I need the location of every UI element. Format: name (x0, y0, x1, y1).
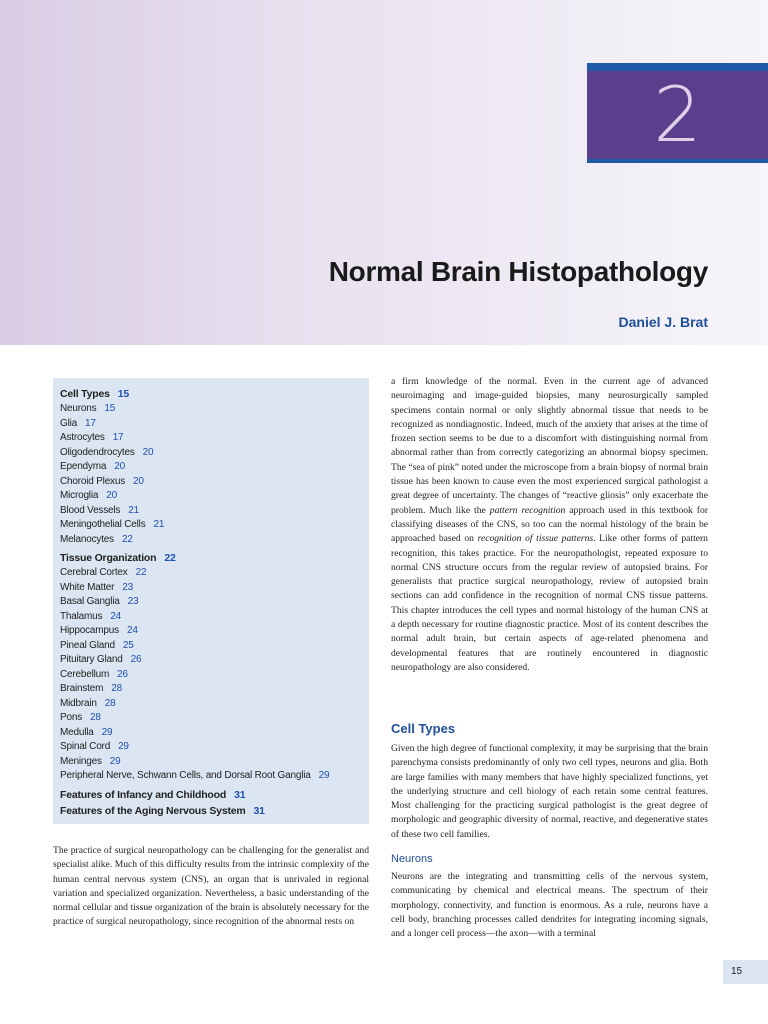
outline-list (53, 378, 369, 819)
outline-item-page: 22 (135, 567, 147, 578)
outline-item-page: 15 (117, 388, 130, 400)
outline-item[interactable] (60, 460, 369, 475)
outline-item[interactable] (60, 697, 369, 712)
outline-item-page: 26 (130, 654, 142, 665)
outline-item[interactable] (60, 769, 369, 784)
outline-item-label: Meningothelial Cells (60, 519, 146, 530)
outline-item[interactable] (60, 624, 369, 639)
outline-item-page: 29 (318, 770, 330, 781)
outline-item-label: Peripheral Nerve, Schwann Cells, and Dorsal Root Ganglia (60, 770, 311, 781)
outline-item[interactable] (60, 726, 369, 741)
outline-item-page: 20 (142, 446, 154, 458)
outline-item[interactable] (60, 533, 369, 548)
chapter-title: Normal Brain Histopathology (328, 256, 708, 287)
outline-item-label: Choroid Plexus (60, 475, 126, 487)
outline-item[interactable] (60, 518, 369, 533)
outline-item-page: 29 (109, 755, 121, 767)
neurons-section (391, 870, 708, 941)
outline-item-page: 17 (84, 417, 96, 429)
outline-item-label: Neurons (60, 403, 97, 414)
chapter-box-bottom-bar (587, 159, 768, 163)
emphasis-pattern-recognition: pattern recognition (489, 504, 566, 516)
outline-item-page: 31 (234, 788, 246, 801)
outline-item-page: 20 (133, 475, 144, 487)
outline-item[interactable] (60, 581, 369, 596)
outline-item[interactable] (60, 803, 369, 819)
outline-item-label: Basal Ganglia (60, 596, 120, 607)
outline-item[interactable] (60, 504, 369, 519)
intro-column (53, 844, 369, 930)
outline-item-page: 15 (104, 403, 116, 414)
page-number: 15 (723, 960, 768, 984)
outline-item-label: Oligodendrocytes (60, 446, 135, 458)
outline-item-label: Features of Infancy and Childhood (60, 788, 227, 801)
outline-item[interactable] (60, 639, 369, 654)
outline-item-page: 20 (114, 461, 125, 472)
outline-item-page: 29 (101, 726, 113, 738)
outline-item-label: Meninges (60, 755, 102, 767)
intro-paragraph: The practice of surgical neuropathology can be challenging for the generalist and specialist alike. Much of this difficulty results from the intrinsic complexity of the human central nervous system (CNS), an organ that is unrivaled in regional variation and specialized organization. Nevertheless, a basic understanding of the normal cellular and tissue organization of the brain is absolutely necessary for the practice of surgical neuropathology, since recognition of the abnormal rests on (53, 845, 369, 928)
outline-item[interactable] (60, 489, 369, 504)
emphasis-tissue-patterns: recognition of tissue patterns (477, 533, 594, 545)
outline-item-label: Ependyma (60, 461, 107, 472)
outline-item-label: Pituitary Gland (60, 654, 123, 665)
chapter-outline (53, 378, 369, 824)
outline-item-label: Tissue Organization (60, 552, 157, 564)
outline-item-page: 31 (253, 804, 265, 817)
cell-types-section (391, 742, 708, 842)
outline-item[interactable] (60, 711, 369, 726)
outline-item[interactable] (60, 787, 369, 803)
outline-item-page: 20 (106, 490, 117, 501)
outline-item-page: 24 (110, 610, 122, 622)
neurons-paragraph: Neurons are the integrating and transmitting cells of the nervous system, communicating by chemical and electrical means. The spectrum of their morphology, connectivity, and function is enormous. As a rule, neurons have a cell body, branching processes called dendrites for integrating incoming signals, and a longer cell process—the axon—with a terminal (391, 871, 708, 940)
chapter-number: 2 (653, 70, 702, 159)
outline-item-label: Thalamus (60, 610, 103, 622)
chapter-header (0, 0, 768, 345)
outline-item-label: Pons (60, 712, 82, 723)
outline-item-label: Cerebral Cortex (60, 567, 128, 578)
outline-item-label: Glia (60, 417, 77, 429)
paragraph-text: . Like other forms of pattern recognition, this takes practice. For the neuropathologist, repeated exposure to normal CNS structure occurs from the regular review of autopsied brains. For generalists that practice surgical neuropathology, review of autopsied brain sections can add confidence in the recognition of normal CNS tissue patterns. This chapter introduces the cell types and normal histology of the human CNS at a depth necessary for routine diagnostic practice. Most of its content describes the normal adult brain, but certain aspects of age-related phenomena and developmental features that are routinely encountered in diagnostic neuropathology are also considered. (391, 533, 708, 673)
outline-item-page: 23 (127, 596, 139, 607)
outline-item-page: 23 (122, 581, 134, 593)
section-heading-cell-types: Cell Types (391, 721, 456, 736)
cell-types-paragraph: Given the high degree of functional complexity, it may be surprising that the brain parenchyma consists predominantly of only two cell types, neurons and glia. Both are large families with many members that have highly specialized functions, yet the underlying structure and cell biology of each retain some central features. Most challenging for the practicing surgical pathologist is the great degree of morphologic and geographic diversity of normal, reactive, and degenerative states of these two cell families. (391, 743, 708, 840)
outline-item[interactable] (60, 740, 369, 755)
outline-item-page: 29 (118, 741, 129, 752)
subsection-heading-neurons: Neurons (391, 853, 433, 865)
outline-item[interactable] (60, 668, 369, 683)
outline-item-label: White Matter (60, 581, 115, 593)
paragraph-text: approach used in this textbook for classifying diseases of the CNS, so too can the normal histology of the brain be approached based on (391, 504, 708, 545)
outline-item[interactable] (60, 402, 369, 417)
outline-item-label: Medulla (60, 726, 94, 738)
outline-item-page: 24 (126, 625, 138, 636)
outline-item-page: 22 (164, 552, 176, 564)
outline-item-page: 17 (112, 432, 124, 443)
outline-item-page: 21 (153, 519, 165, 530)
chapter-number-box (587, 63, 768, 163)
outline-item-label: Hippocampus (60, 625, 119, 636)
outline-item[interactable] (60, 417, 369, 432)
outline-item-label: Astrocytes (60, 432, 105, 443)
outline-item[interactable] (60, 475, 369, 490)
outline-item[interactable] (60, 550, 369, 566)
outline-item[interactable] (60, 386, 369, 402)
outline-item[interactable] (60, 446, 369, 461)
outline-item-label: Pineal Gland (60, 639, 115, 651)
outline-item-label: Blood Vessels (60, 504, 121, 516)
paragraph-text: a firm knowledge of the normal. Even in the current age of advanced neuroimaging and image-guided biopsies, many neurosurgically sampled specimens contain normal or only slightly abnormal tissue that needs to be recognized as nondiagnostic. Indeed, much of the anxiety that arises at the time of frozen section seems to be due to a discomfort with distinguishing normal from abnormal rather than from correctly categorizing an abnormal biopsy specimen. The “sea of pink” noted under the microscope from a brain biopsy of normal brain tissue has been known to cause even the most experienced surgical pathologist a great degree of uncertainty. The changes of “reactive gliosis” only exacerbate the problem. Much like the (391, 376, 708, 516)
outline-item-page: 22 (121, 533, 133, 545)
outline-item-label: Spinal Cord (60, 741, 111, 752)
outline-item[interactable] (60, 653, 369, 668)
outline-item-label: Brainstem (60, 683, 104, 694)
outline-item-page: 21 (128, 504, 139, 516)
outline-item[interactable] (60, 755, 369, 770)
outline-item-label: Melanocytes (60, 533, 114, 545)
outline-item-label: Cell Types (60, 388, 110, 400)
outline-item-page: 25 (122, 639, 134, 651)
outline-item-page: 28 (104, 697, 116, 709)
chapter-author: Daniel J. Brat (618, 314, 708, 330)
outline-item[interactable] (60, 682, 369, 697)
outline-item[interactable] (60, 595, 369, 610)
outline-item-label: Features of the Aging Nervous System (60, 804, 246, 817)
outline-item-page: 28 (111, 683, 122, 694)
outline-item[interactable] (60, 431, 369, 446)
outline-item-label: Microglia (60, 490, 99, 501)
outline-item-label: Midbrain (60, 697, 97, 709)
continued-paragraph (391, 375, 708, 675)
paragraph-continued (391, 375, 708, 675)
outline-item[interactable] (60, 566, 369, 581)
outline-item-page: 26 (117, 668, 128, 680)
outline-item[interactable] (60, 610, 369, 625)
outline-item-label: Cerebellum (60, 668, 110, 680)
outline-item-page: 28 (90, 712, 101, 723)
